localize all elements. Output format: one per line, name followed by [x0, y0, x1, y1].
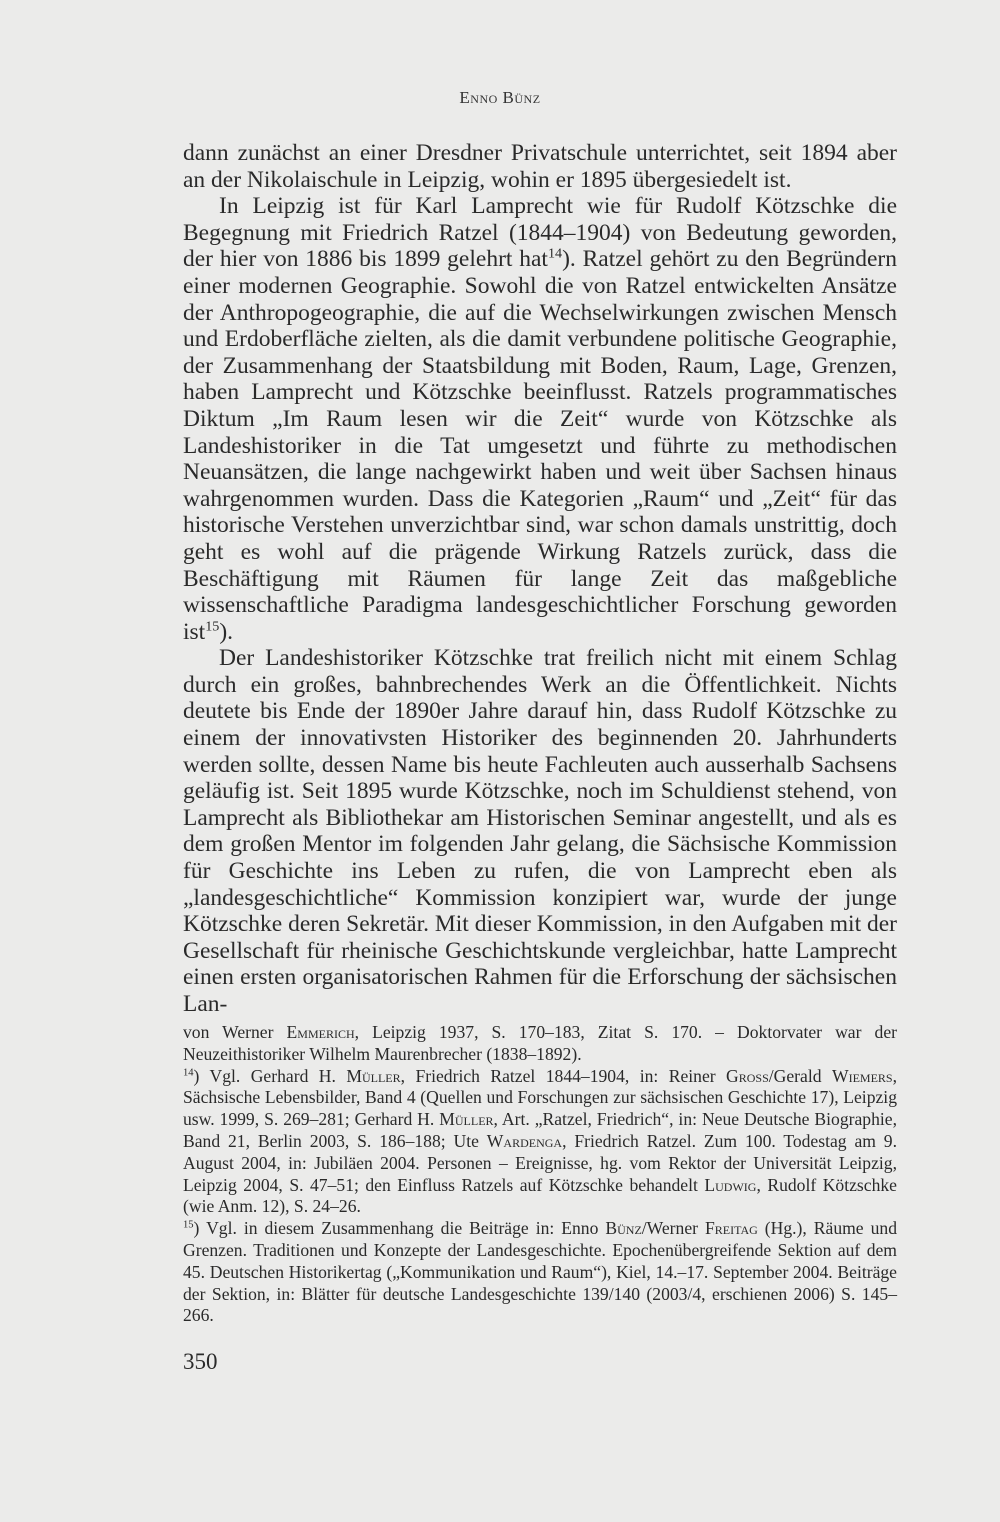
footnote-text: , Leipzig 1937, S. 170–183, Zitat S. 170. – Doktorvater war der Neuzeithistoriker Wilhelm Maurenbrecher (1838–1892).: [183, 1022, 897, 1064]
main-text: [183, 140, 897, 1018]
author-name: Müller: [346, 1065, 401, 1086]
footnote-text: , Sächsische Lebensbilder, Band 4 (Quellen und Forschungen zur sächsischen Geschichte 17), Leipzig usw. 1999, S. 269–281; Gerhard H.: [183, 1065, 897, 1130]
footnote-ref-15[interactable]: 15: [205, 618, 220, 635]
page-number: 350: [183, 1349, 218, 1374]
author-name: Emmerich: [286, 1022, 355, 1042]
footnote-text: , Rudolf Kötzschke (wie Anm. 12), S. 24–26.: [183, 1174, 897, 1217]
paragraph-2-text-a: In Leipzig ist für Karl Lamprecht wie für Rudolf Kötzschke die Begegnung mit Friedrich Ratzel (1844–1904) von Bedeutung geworden, der hier von 1886 bis 1899 gelehrt hat: [183, 193, 897, 273]
footnote-text: ) Vgl. in diesem Zusammenhang die Beiträge in: Enno: [193, 1218, 606, 1239]
author-name: Wiemers: [831, 1065, 893, 1086]
footnote-14: [183, 1066, 897, 1219]
footnote-text: , Art. „Ratzel, Friedrich“, in: Neue Deutsche Biographie, Band 21, Berlin 2003, S. 186–188; Ute: [183, 1109, 897, 1151]
author-name: Bünz: [605, 1218, 642, 1239]
author-name: Ludwig: [704, 1174, 757, 1195]
paragraph-1: dann zunächst an einer Dresdner Privatschule unterrichtet, seit 1894 aber an der Nikolaischule in Leipzig, wohin er 1895 übergesiedelt ist.: [183, 140, 897, 193]
paragraph-2: [183, 193, 897, 645]
author-name: Wardenga: [486, 1130, 563, 1151]
paragraph-2-text-b: ). Ratzel gehört zu den Begründern einer modernen Geographie. Sowohl die von Ratzel entwickelten Ansätze der Anthropogeographie, die auf die Wechselwirkungen zwischen Mensch und Erdoberfläche zielten, als die damit verbundene politische Geographie, der Zusammenhang der Staatsbildung mit Boden, Raum, Lage, Grenzen, haben Lamprecht und Kötzschke beeinflusst. Ratzels programmatisches Diktum „Im Raum lesen wir die Zeit“ wurde von Kötzschke als Landeshistoriker in die Tat umgesetzt und führte zu methodischen Neuansätzen, die lange nachgewirkt haben und weit über Sachsen hinaus wahrgenommen wurden. Dass die Kategorien „Raum“ und „Zeit“ für das historische Verstehen unverzichtbar sind, war schon damals unstrittig, doch geht es wohl auf die prägende Wirkung Ratzels zurück, dass die Beschäftigung mit Räumen für lange Zeit das maßgebliche wissenschaftliche Paradigma landesgeschichtlicher Forschung geworden ist: [183, 246, 898, 645]
footnote-ref-14[interactable]: 14: [547, 245, 563, 262]
footnote-15: [183, 1218, 897, 1327]
author-name: Müller: [439, 1109, 494, 1130]
footnotes: [183, 1022, 897, 1327]
paragraph-2-text-c: ).: [219, 618, 234, 645]
paragraph-3: Der Landeshistoriker Kötzschke trat freilich nicht mit einem Schlag durch ein großes, bahnbrechendes Werk an die Öffentlichkeit. Nichts deutete bis Ende der 1890er Jahre darauf hin, dass Rudolf Kötzschke zu einem der innovativsten Historiker des beginnenden 20. Jahrhunderts werden sollte, dessen Name bis heute Fachleuten auch ausserhalb Sachsens geläufig ist. Seit 1895 wurde Kötzschke, noch im Schuldienst stehend, von Lamprecht als Bibliothekar am Historischen Seminar angestellt, und als es dem großen Mentor im folgenden Jahr gelang, die Sächsische Kommission für Geschichte ins Leben zu rufen, die von Lamprecht eben als „landesgeschichtliche“ Kommission konzipiert war, wurde der junge Kötzschke deren Sekretär. Mit dieser Kommission, in den Aufgaben mit der Gesellschaft für rheinische Geschichtskunde vergleichbar, hatte Lamprecht einen ersten organisatorischen Rahmen für die Erforschung der sächsischen Lan-: [183, 645, 897, 1017]
footnote-text: von Werner: [183, 1022, 287, 1042]
footnote-text: ) Vgl. Gerhard H.: [193, 1065, 347, 1086]
running-head: Enno Bünz: [459, 88, 541, 107]
footnote-marker: 14: [183, 1067, 194, 1079]
footnote-text: , Friedrich Ratzel 1844–1904, in: Reiner: [400, 1065, 727, 1086]
footnote-marker: 15: [183, 1219, 194, 1231]
footnote-text: (Hg.), Räume und Grenzen. Traditionen und Konzepte der Landesgeschichte. Epochenübergreifende Sektion auf dem 45. Deutschen Historikertag („Kommunikation und Raum“), Kiel, 14.–17. September 2004. Beiträge der Sektion, in: Blätter für deutsche Landesgeschichte 139/140 (2003/4, erschienen 2006) S. 145–266.: [183, 1218, 897, 1326]
footnote-text: /Gerald: [768, 1065, 832, 1086]
footnote-continuation: [183, 1022, 897, 1066]
footnote-text: /Werner: [641, 1218, 705, 1239]
footnote-text: , Friedrich Ratzel. Zum 100. Todestag am 9. August 2004, in: Jubiläen 2004. Personen – Ereignisse, hg. vom Rektor der Universität Leipzig, Leipzig 2004, S. 47–51; den Einfluss Ratzels auf Kötzschke behandelt: [183, 1130, 897, 1195]
author-name: Gross: [726, 1065, 769, 1086]
author-name: Freitag: [704, 1218, 758, 1239]
